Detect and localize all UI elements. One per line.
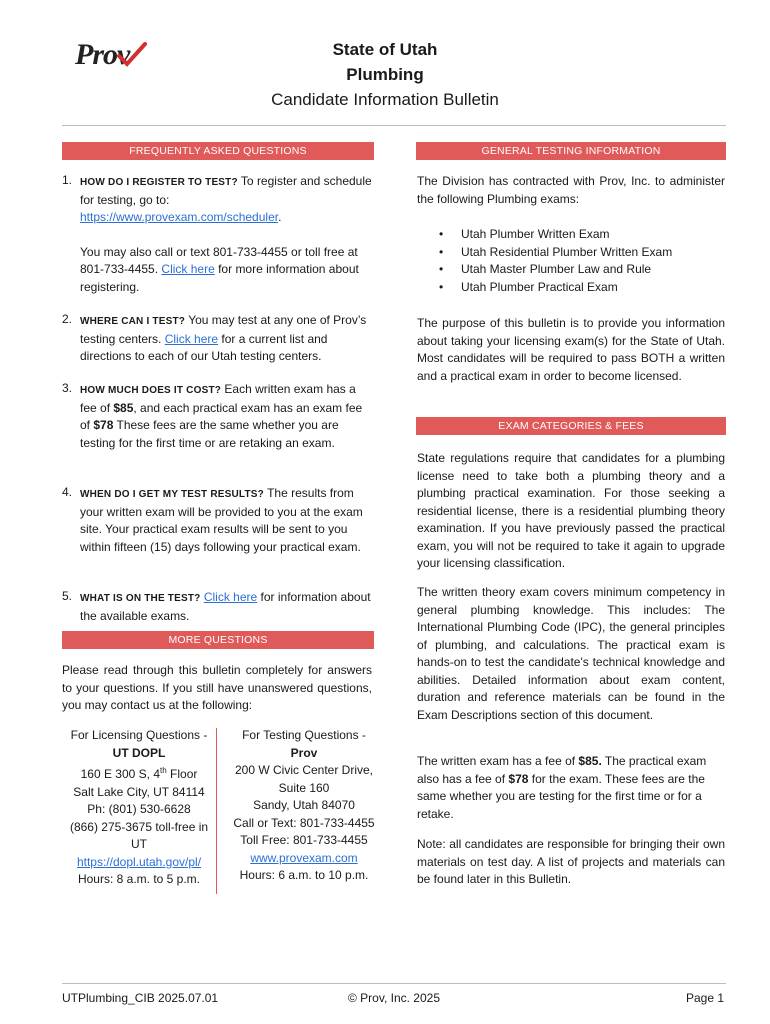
provexam-link[interactable]: www.provexam.com bbox=[250, 850, 358, 865]
header-divider bbox=[62, 125, 726, 126]
list-item: • Utah Master Plumber Law and Rule bbox=[417, 261, 725, 279]
testing-org: Prov bbox=[290, 745, 318, 760]
fee-text: The practical exam also has a fee of bbox=[417, 754, 707, 786]
faq-text: You may also call or text 801-733-4455 or toll free at 801-733-4455. bbox=[80, 244, 358, 276]
faq-item-5 bbox=[62, 589, 374, 625]
faq-number: 4. bbox=[62, 485, 73, 499]
licensing-phone: Ph: (801) 530-6628 bbox=[87, 802, 191, 816]
faq-text: To register and schedule for testing, go to: bbox=[80, 174, 372, 207]
more-questions-intro: Please read through this bulletin completely for answers to your questions. If you still have unanswered questions, you may contact us at the following: bbox=[62, 663, 372, 712]
address-sup: th bbox=[160, 766, 167, 775]
faq-item-2 bbox=[62, 312, 374, 366]
practical-fee: $78 bbox=[508, 771, 529, 786]
categories-paragraph-3 bbox=[417, 753, 725, 823]
faq-text: for information about the available exams. bbox=[80, 590, 371, 623]
title-line-3: Candidate Information Bulletin bbox=[271, 90, 499, 109]
testing-tollfree: Toll Free: 801-733-4455 bbox=[240, 833, 368, 847]
faq-question: WHAT IS ON THE TEST? bbox=[80, 593, 201, 604]
licensing-org: UT DOPL bbox=[112, 745, 166, 760]
general-info-heading: GENERAL TESTING INFORMATION bbox=[416, 142, 726, 160]
testing-city: Sandy, Utah 84070 bbox=[253, 798, 355, 812]
faq-item-4 bbox=[62, 485, 374, 556]
faq-question: HOW MUCH DOES IT COST? bbox=[80, 385, 222, 396]
categories-paragraph-1: State regulations require that candidates for a plumbing license need to take both a plumbing theory and a plumbing practical examination. For those seeking a residential license, there is a residential plumbing theory examination. If you have previously passed the practical exam, you will not be required to take it again to upgrade your licensing classification. bbox=[417, 451, 725, 570]
written-fee: $85 bbox=[113, 400, 134, 415]
dopl-link[interactable]: https://dopl.utah.gov/pl/ bbox=[76, 854, 202, 869]
faq-number: 5. bbox=[62, 589, 73, 603]
footer-doc-id: UTPlumbing_CIB 2025.07.01 bbox=[62, 991, 219, 1005]
faq-question: WHEN DO I GET MY TEST RESULTS? bbox=[80, 489, 264, 500]
faq-text: You may test at any one of Prov’s testing centers. bbox=[80, 313, 367, 346]
footer-copyright: © Prov, Inc. 2025 bbox=[348, 991, 440, 1005]
exam-categories-heading: EXAM CATEGORIES & FEES bbox=[416, 417, 726, 435]
licensing-label: For Licensing Questions - bbox=[70, 728, 208, 742]
faq-item-3 bbox=[62, 381, 374, 452]
faq-question: WHERE CAN I TEST? bbox=[80, 316, 186, 327]
logo-text: Prov bbox=[75, 38, 130, 71]
faq-text: Each written exam has a fee of bbox=[80, 382, 356, 415]
exam-list bbox=[417, 226, 725, 296]
licensing-hours: Hours: 8 a.m. to 5 p.m. bbox=[77, 872, 201, 886]
faq-text: The results from your written exam will be provided to you at the exam site. Your practical exam results will be sent to you within fifteen (15) days following your practical exam. bbox=[80, 486, 363, 554]
more-questions-heading: MORE QUESTIONS bbox=[62, 631, 374, 649]
exams-click-here-link[interactable]: Click here bbox=[203, 590, 258, 604]
list-item: • Utah Plumber Practical Exam bbox=[417, 279, 725, 297]
register-click-here-link[interactable]: Click here bbox=[161, 262, 215, 276]
licensing-address bbox=[62, 762, 216, 784]
general-intro: The Division has contracted with Prov, Inc. to administer the following Plumbing exams: bbox=[417, 174, 725, 206]
address-text: Floor bbox=[166, 767, 198, 781]
testing-phone: Call or Text: 801-733-4455 bbox=[233, 815, 375, 830]
footer-divider bbox=[62, 983, 726, 984]
faq-text: These fees are the same whether you are testing for the first time or are retaking an exam. bbox=[80, 418, 339, 450]
faq-text: , and each practical exam has an exam fee of bbox=[80, 400, 363, 432]
faq-text: for a current list and directions to each of our Utah testing centers. bbox=[80, 331, 328, 363]
list-item: • Utah Plumber Written Exam bbox=[417, 226, 725, 244]
faq-text: . bbox=[278, 210, 282, 224]
purpose-paragraph: The purpose of this bulletin is to provide you information about taking your licensing exam(s) for the State of Utah. Most candidates will be required to pass BOTH a written and a practical exam in order to become licensed. bbox=[417, 316, 725, 383]
title-line-2: Plumbing bbox=[346, 65, 424, 84]
testing-address: 200 W Civic Center Drive, Suite 160 bbox=[234, 763, 374, 795]
title-line-1: State of Utah bbox=[332, 40, 438, 59]
testing-label: For Testing Questions - bbox=[242, 728, 366, 742]
faq-question: HOW DO I REGISTER TO TEST? bbox=[80, 177, 238, 188]
fee-text: The written exam has a fee of bbox=[417, 754, 579, 768]
list-item: • Utah Residential Plumber Written Exam bbox=[417, 244, 725, 262]
faq-number: 3. bbox=[62, 381, 73, 395]
faq-number: 1. bbox=[62, 173, 73, 187]
fee-text: for the exam. These fees are the same whether you are testing for the first time or for a retake. bbox=[417, 771, 705, 821]
faq-number: 2. bbox=[62, 312, 73, 326]
licensing-tollfree: (866) 275-3675 toll-free in UT bbox=[69, 819, 209, 851]
scheduler-link[interactable]: https://www.provexam.com/scheduler bbox=[80, 210, 279, 224]
faq-text: for more information about registering. bbox=[80, 262, 359, 294]
faq-item-1 bbox=[62, 173, 374, 296]
categories-paragraph-2: The written theory exam covers minimum competency in general plumbing knowledge. This includes: The International Plumbing Code (IPC), the general principles of plumbing, and calculations. The practical exam is hands-on to test the candidate's technical knowledge and abilities. Detailed information about exam content, duration and reference materials can be found in the Exam Descriptions section of this document. bbox=[417, 585, 725, 722]
contact-divider bbox=[216, 728, 217, 894]
categories-paragraph-4: Note: all candidates are responsible for bringing their own materials on test day. A list of projects and materials can be found later in this Bulletin. bbox=[417, 837, 725, 886]
licensing-contact bbox=[62, 727, 216, 889]
faq-heading: FREQUENTLY ASKED QUESTIONS bbox=[62, 142, 374, 160]
written-fee: $85. bbox=[578, 754, 602, 768]
practical-fee: $78 bbox=[93, 418, 114, 432]
testing-centers-link[interactable]: Click here bbox=[164, 331, 219, 346]
testing-hours: Hours: 6 a.m. to 10 p.m. bbox=[239, 868, 369, 882]
testing-contact bbox=[222, 727, 386, 885]
address-text: 160 E 300 S, 4 bbox=[80, 767, 161, 781]
licensing-city: Salt Lake City, UT 84114 bbox=[73, 784, 205, 799]
footer-page-number: Page 1 bbox=[686, 991, 725, 1005]
